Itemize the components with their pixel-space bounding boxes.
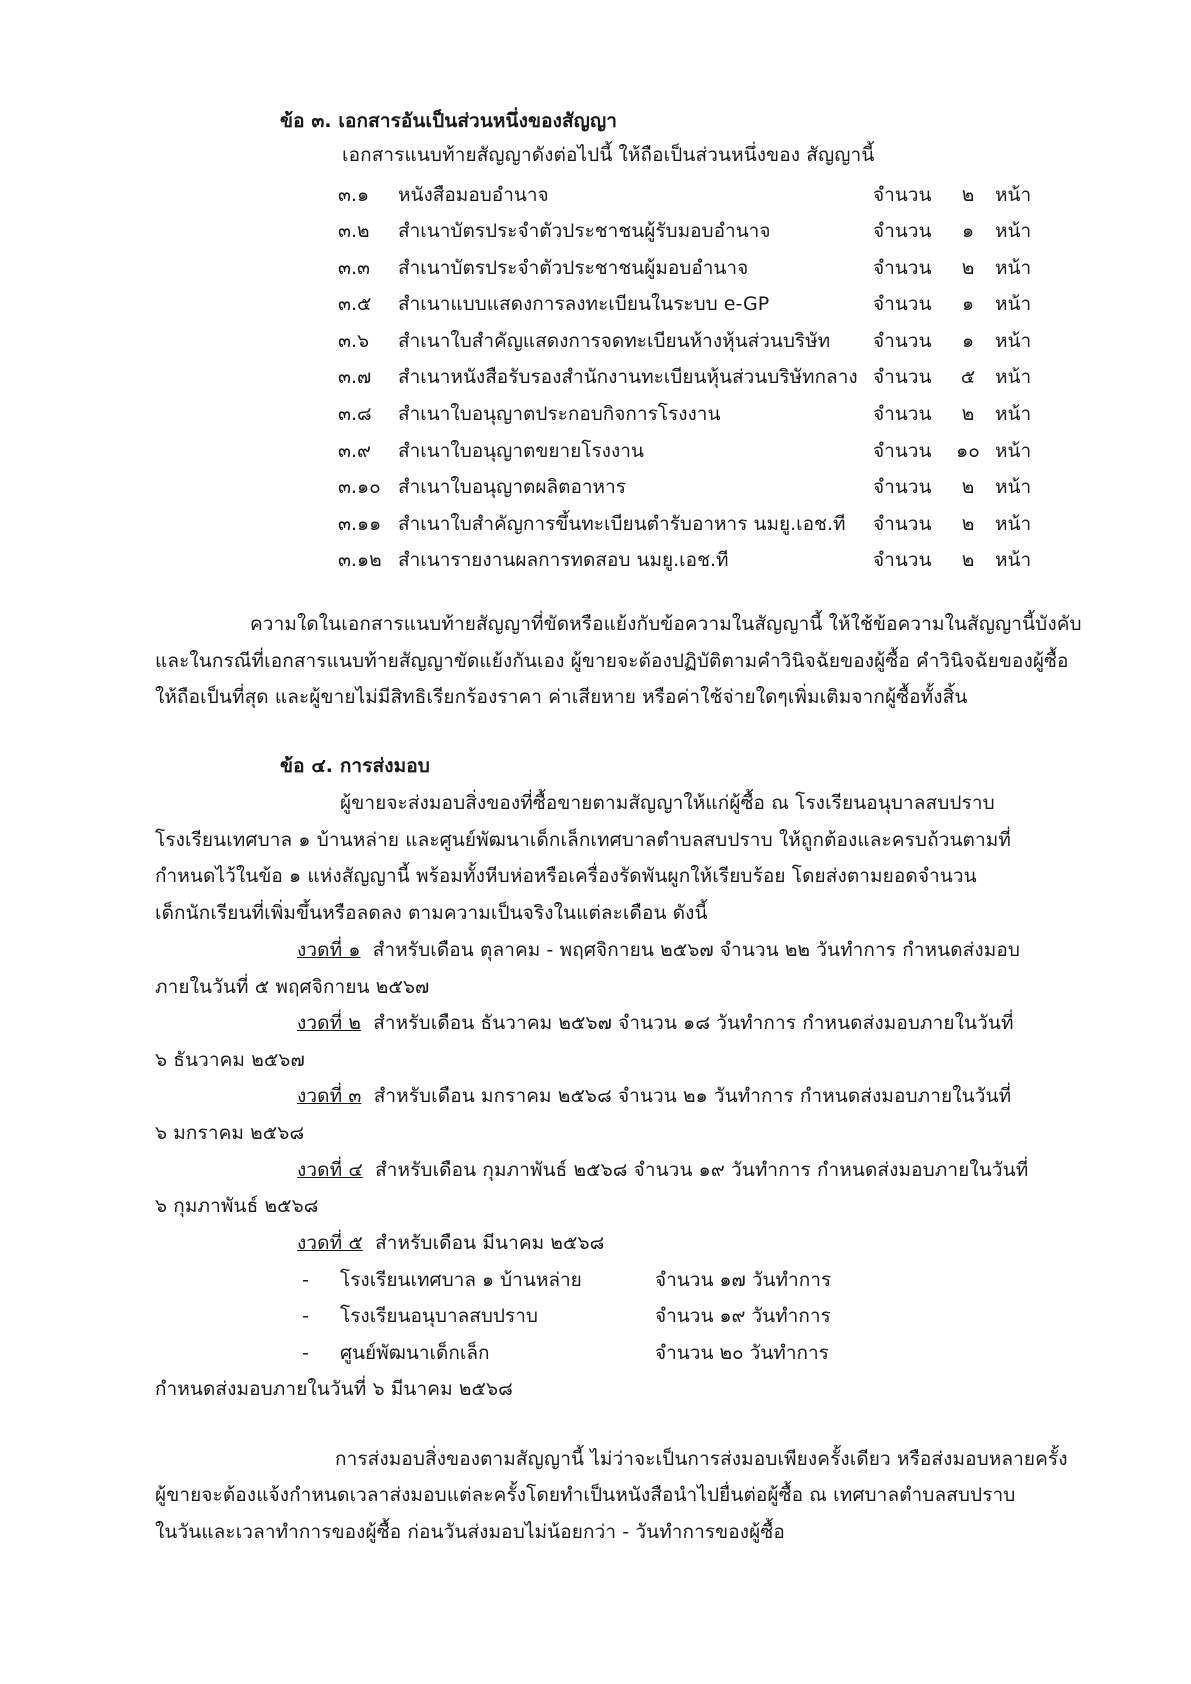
page-unit: หน้า xyxy=(995,184,1032,206)
attachment-item xyxy=(0,401,1191,427)
amount-label: จำนวน xyxy=(873,476,932,498)
installment-1 xyxy=(297,937,1020,963)
section3-intro: เอกสารแนบท้ายสัญญาดังต่อไปนี้ ให้ถือเป็นส่วนหนึ่งของ สัญญานี้ xyxy=(342,144,875,166)
attachment-item xyxy=(0,474,1191,500)
attachment-number: ๓.๗ xyxy=(338,366,372,388)
installment-text: สำหรับเดือน กุมภาพันธ์ ๒๕๖๘ จำนวน ๑๙ วันทำการ กำหนดส่งมอบภายในวันที่ xyxy=(375,1159,1029,1181)
attachment-item xyxy=(0,547,1191,573)
installment-2-cont: ๖ ธันวาคม ๒๕๖๗ xyxy=(155,1049,305,1071)
installment-label: งวดที่ ๔ xyxy=(297,1159,363,1181)
inst5-item xyxy=(0,1303,1191,1329)
installment-text: สำหรับเดือน ธันวาคม ๒๕๖๗ จำนวน ๑๘ วันทำการ กำหนดส่งมอบภายในวันที่ xyxy=(373,1012,1014,1034)
inst5-place: ศูนย์พัฒนาเด็กเล็ก xyxy=(340,1342,490,1364)
section4-intro-line-4: เด็กนักเรียนที่เพิ่มขึ้นหรือลดลง ตามความเป็นจริงในแต่ละเดือน ดังนี้ xyxy=(155,902,708,924)
installment-label: งวดที่ ๒ xyxy=(297,1012,361,1034)
amount-label: จำนวน xyxy=(873,293,932,315)
page-count: ๒ xyxy=(961,549,975,571)
attachment-title: สำเนาแบบแสดงการลงทะเบียนในระบบ e-GP xyxy=(398,293,770,315)
installment-2 xyxy=(297,1010,1014,1036)
attachment-number: ๓.๑๑ xyxy=(338,513,382,535)
page-unit: หน้า xyxy=(995,220,1032,242)
inst5-place: โรงเรียนอนุบาลสบปราบ xyxy=(340,1305,538,1327)
attachment-item xyxy=(0,511,1191,537)
inst5-item xyxy=(0,1267,1191,1293)
page-unit: หน้า xyxy=(995,476,1032,498)
section4-heading: ข้อ ๔. การส่งมอบ xyxy=(280,755,430,777)
page-count: ๑๐ xyxy=(956,440,980,462)
attachment-number: ๓.๙ xyxy=(338,440,371,462)
attachment-item xyxy=(0,438,1191,464)
attachment-number: ๓.๑๐ xyxy=(338,476,381,498)
amount-label: จำนวน xyxy=(873,220,932,242)
attachment-title: สำเนาใบอนุญาตผลิตอาหาร xyxy=(398,476,626,498)
attachment-item xyxy=(0,218,1191,244)
bullet-dash: - xyxy=(302,1342,309,1364)
section4-intro-line-3: กำหนดไว้ในข้อ ๑ แห่งสัญญานี้ พร้อมทั้งหีบห่อหรือเครื่องรัดพันผูกให้เรียบร้อย โดยส่งตามยอดจำนวน xyxy=(155,865,977,887)
attachment-number: ๓.๑ xyxy=(338,184,370,206)
page-unit: หน้า xyxy=(995,549,1032,571)
amount-label: จำนวน xyxy=(873,403,932,425)
amount-label: จำนวน xyxy=(873,513,932,535)
attachment-title: สำเนาหนังสือรับรองสำนักงานทะเบียนหุ้นส่วนบริษัทกลาง xyxy=(398,366,858,388)
amount-label: จำนวน xyxy=(873,257,932,279)
installment-1-cont: ภายในวันที่ ๕ พฤศจิกายน ๒๕๖๗ xyxy=(155,976,430,998)
page-count: ๑ xyxy=(961,220,975,242)
installment-label: งวดที่ ๑ xyxy=(297,939,361,961)
installment-5 xyxy=(297,1230,604,1256)
installment-text: สำหรับเดือน มกราคม ๒๕๖๘ จำนวน ๒๑ วันทำการ กำหนดส่งมอบภายในวันที่ xyxy=(373,1085,1012,1107)
inst5-amount: จำนวน ๒๐ วันทำการ xyxy=(655,1342,829,1364)
inst5-deadline: กำหนดส่งมอบภายในวันที่ ๖ มีนาคม ๒๕๖๘ xyxy=(155,1378,513,1400)
amount-label: จำนวน xyxy=(873,440,932,462)
bullet-dash: - xyxy=(302,1269,309,1291)
inst5-amount: จำนวน ๑๗ วันทำการ xyxy=(655,1269,832,1291)
attachment-title: สำเนาใบอนุญาตประกอบกิจการโรงงาน xyxy=(398,403,721,425)
closing-line-2: ผู้ขายจะต้องแจ้งกำหนดเวลาส่งมอบแต่ละครั้งโดยทำเป็นหนังสือนำไปยื่นต่อผู้ซื้อ ณ เทศบาลตำบลสบปราบ xyxy=(155,1484,1016,1506)
section3-para-line-1: ความใดในเอกสารแนบท้ายสัญญาที่ขัดหรือแย้งกับข้อความในสัญญานี้ ให้ใช้ข้อความในสัญญานี้บังคับ xyxy=(250,613,1082,635)
attachment-title: หนังสือมอบอำนาจ xyxy=(398,184,549,206)
closing-line-1: การส่งมอบสิ่งของตามสัญญานี้ ไม่ว่าจะเป็นการส่งมอบเพียงครั้งเดียว หรือส่งมอบหลายครั้ง xyxy=(335,1448,1068,1470)
page-count: ๕ xyxy=(960,366,976,388)
bullet-dash: - xyxy=(302,1305,309,1327)
attachment-number: ๓.๘ xyxy=(338,403,372,425)
inst5-place: โรงเรียนเทศบาล ๑ บ้านหล่าย xyxy=(340,1269,582,1291)
section3-para-line-2: และในกรณีที่เอกสารแนบท้ายสัญญาขัดแย้งกันเอง ผู้ขายจะต้องปฏิบัติตามคำวินิจฉัยของผู้ซื้อ คำวินิจฉัยของผู้ซื้อ xyxy=(155,650,1069,672)
page-unit: หน้า xyxy=(995,366,1032,388)
page-unit: หน้า xyxy=(995,513,1032,535)
page-unit: หน้า xyxy=(995,330,1032,352)
attachment-item xyxy=(0,182,1191,208)
attachment-title: สำเนาใบสำคัญการขึ้นทะเบียนตำรับอาหาร นมยู.เอช.ที xyxy=(398,513,846,535)
installment-text: สำหรับเดือน มีนาคม ๒๕๖๘ xyxy=(375,1232,605,1254)
page-count: ๑ xyxy=(961,293,975,315)
attachment-title: สำเนาใบอนุญาตขยายโรงงาน xyxy=(398,440,644,462)
attachment-title: สำเนาบัตรประจำตัวประชาชนผู้มอบอำนาจ xyxy=(398,257,749,279)
page-count: ๒ xyxy=(961,403,975,425)
section3-heading: ข้อ ๓. เอกสารอันเป็นส่วนหนึ่งของสัญญา xyxy=(280,110,618,132)
inst5-item xyxy=(0,1340,1191,1366)
attachment-title: สำเนาบัตรประจำตัวประชาชนผู้รับมอบอำนาจ xyxy=(398,220,771,242)
attachment-title: สำเนาใบสำคัญแสดงการจดทะเบียนห้างหุ้นส่วนบริษัท xyxy=(398,330,831,352)
attachment-title: สำเนารายงานผลการทดสอบ นมยู.เอช.ที xyxy=(398,549,729,571)
attachment-number: ๓.๑๒ xyxy=(338,549,382,571)
section4-intro-line-1: ผู้ขายจะส่งมอบสิ่งของที่ซื้อขายตามสัญญาให้แก่ผู้ซื้อ ณ โรงเรียนอนุบาลสบปราบ xyxy=(340,792,995,814)
attachment-number: ๓.๒ xyxy=(338,220,370,242)
installment-4-cont: ๖ กุมภาพันธ์ ๒๕๖๘ xyxy=(155,1195,319,1217)
page-unit: หน้า xyxy=(995,293,1032,315)
attachment-number: ๓.๕ xyxy=(338,293,372,315)
installment-text: สำหรับเดือน ตุลาคม - พฤศจิกายน ๒๕๖๗ จำนวน ๒๒ วันทำการ กำหนดส่งมอบ xyxy=(372,939,1021,961)
installment-label: งวดที่ ๓ xyxy=(297,1085,362,1107)
page-count: ๒ xyxy=(961,184,975,206)
attachment-item xyxy=(0,364,1191,390)
attachment-number: ๓.๓ xyxy=(338,257,371,279)
page-count: ๑ xyxy=(961,330,975,352)
installment-label: งวดที่ ๕ xyxy=(297,1232,363,1254)
amount-label: จำนวน xyxy=(873,549,932,571)
amount-label: จำนวน xyxy=(873,366,932,388)
page-count: ๒ xyxy=(961,476,975,498)
amount-label: จำนวน xyxy=(873,330,932,352)
attachment-number: ๓.๖ xyxy=(338,330,370,352)
installment-3 xyxy=(297,1083,1011,1109)
section4-intro-line-2: โรงเรียนเทศบาล ๑ บ้านหล่าย และศูนย์พัฒนาเด็กเล็กเทศบาลตำบลสบปราบ ให้ถูกต้องและครบถ้วนตามที่ xyxy=(155,829,1012,851)
installment-4 xyxy=(297,1157,1028,1183)
inst5-amount: จำนวน ๑๙ วันทำการ xyxy=(655,1305,831,1327)
attachment-item xyxy=(0,328,1191,354)
page-count: ๒ xyxy=(961,257,975,279)
amount-label: จำนวน xyxy=(873,184,932,206)
section3-para-line-3: ให้ถือเป็นที่สุด และผู้ขายไม่มีสิทธิเรียกร้องราคา ค่าเสียหาย หรือค่าใช้จ่ายใดๆเพิ่มเติมจากผู้ซื้อทั้งสิ้น xyxy=(155,686,968,708)
installment-3-cont: ๖ มกราคม ๒๕๖๘ xyxy=(155,1122,305,1144)
page-unit: หน้า xyxy=(995,440,1032,462)
attachment-item xyxy=(0,255,1191,281)
page-unit: หน้า xyxy=(995,403,1032,425)
closing-line-3: ในวันและเวลาทำการของผู้ซื้อ ก่อนวันส่งมอบไม่น้อยกว่า - วันทำการของผู้ซื้อ xyxy=(155,1521,785,1543)
page-unit: หน้า xyxy=(995,257,1032,279)
attachment-item xyxy=(0,291,1191,317)
page-count: ๒ xyxy=(961,513,975,535)
